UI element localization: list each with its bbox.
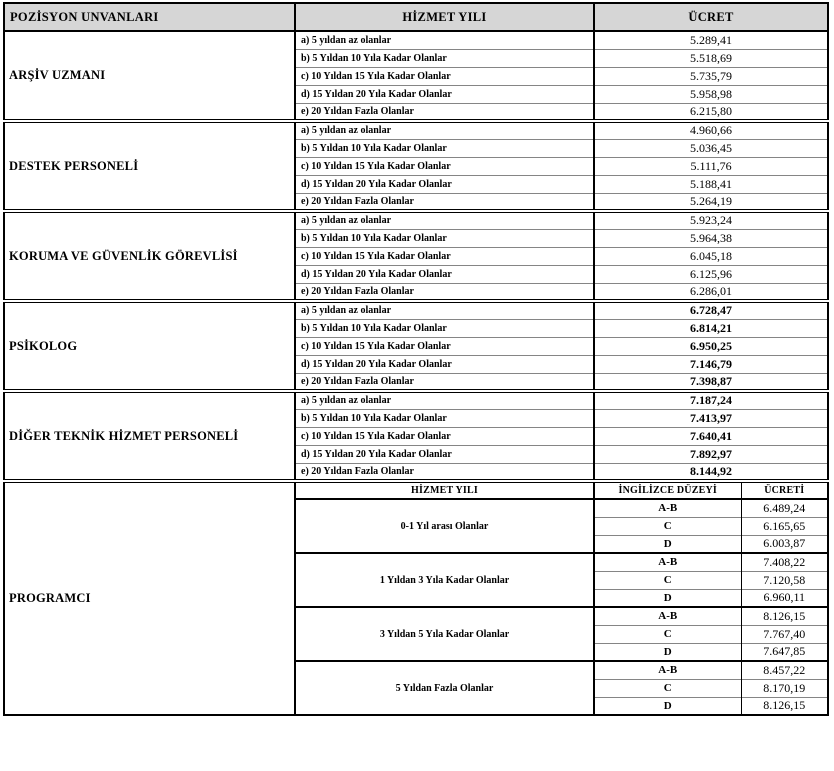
service-label: b) 5 Yıldan 10 Yıla Kadar Olanlar: [295, 139, 594, 157]
service-label: e) 20 Yıldan Fazla Olanlar: [295, 373, 594, 391]
wage-value: 8.170,19: [741, 679, 828, 697]
subheader-hizmet-yili: HİZMET YILI: [295, 481, 594, 499]
service-period-cell: 3 Yıldan 5 Yıla Kadar Olanlar: [295, 607, 594, 661]
service-label: c) 10 Yıldan 15 Yıla Kadar Olanlar: [295, 247, 594, 265]
english-level: D: [594, 535, 741, 553]
english-level: A-B: [594, 499, 741, 517]
service-label: b) 5 Yıldan 10 Yıla Kadar Olanlar: [295, 49, 594, 67]
english-level: D: [594, 589, 741, 607]
service-label: c) 10 Yıldan 15 Yıla Kadar Olanlar: [295, 157, 594, 175]
wage-value: 7.413,97: [594, 409, 828, 427]
wage-value: 5.111,76: [594, 157, 828, 175]
wage-value: 4.960,66: [594, 121, 828, 139]
wage-value: 8.457,22: [741, 661, 828, 679]
wage-value: 6.286,01: [594, 283, 828, 301]
wage-value: 5.735,79: [594, 67, 828, 85]
wage-value: 7.767,40: [741, 625, 828, 643]
wage-value: 5.923,24: [594, 211, 828, 229]
table-row: [4, 391, 828, 409]
service-label: d) 15 Yıldan 20 Yıla Kadar Olanlar: [295, 175, 594, 193]
wage-value: 5.518,69: [594, 49, 828, 67]
service-label: e) 20 Yıldan Fazla Olanlar: [295, 463, 594, 481]
english-level: A-B: [594, 661, 741, 679]
wage-value: 5.188,41: [594, 175, 828, 193]
wage-value: 6.814,21: [594, 319, 828, 337]
table-row: [4, 31, 828, 49]
wage-table: [3, 2, 829, 716]
service-label: b) 5 Yıldan 10 Yıla Kadar Olanlar: [295, 319, 594, 337]
wage-value: 5.964,38: [594, 229, 828, 247]
wage-value: 5.036,45: [594, 139, 828, 157]
table-row: [4, 301, 828, 319]
service-label: c) 10 Yıldan 15 Yıla Kadar Olanlar: [295, 67, 594, 85]
position-cell: PSİKOLOG: [4, 301, 295, 391]
service-label: a) 5 yıldan az olanlar: [295, 391, 594, 409]
english-level: A-B: [594, 607, 741, 625]
wage-value: 8.126,15: [741, 697, 828, 715]
service-label: a) 5 yıldan az olanlar: [295, 121, 594, 139]
wage-value: 8.144,92: [594, 463, 828, 481]
wage-value: 6.728,47: [594, 301, 828, 319]
position-cell: ARŞİV UZMANI: [4, 31, 295, 121]
service-label: e) 20 Yıldan Fazla Olanlar: [295, 193, 594, 211]
wage-value: 6.215,80: [594, 103, 828, 121]
wage-value: 5.958,98: [594, 85, 828, 103]
service-label: b) 5 Yıldan 10 Yıla Kadar Olanlar: [295, 409, 594, 427]
service-label: e) 20 Yıldan Fazla Olanlar: [295, 103, 594, 121]
table-row: [4, 121, 828, 139]
wage-value: 7.187,24: [594, 391, 828, 409]
header-pozisyon-unvanlari: POZİSYON UNVANLARI: [4, 3, 295, 31]
table-row: [4, 481, 828, 499]
wage-value: 7.146,79: [594, 355, 828, 373]
wage-value: 5.264,19: [594, 193, 828, 211]
position-cell: KORUMA VE GÜVENLİK GÖREVLİSİ: [4, 211, 295, 301]
service-label: a) 5 yıldan az olanlar: [295, 31, 594, 49]
service-label: c) 10 Yıldan 15 Yıla Kadar Olanlar: [295, 427, 594, 445]
english-level: C: [594, 625, 741, 643]
service-label: d) 15 Yıldan 20 Yıla Kadar Olanlar: [295, 265, 594, 283]
english-level: D: [594, 643, 741, 661]
service-label: a) 5 yıldan az olanlar: [295, 211, 594, 229]
service-label: a) 5 yıldan az olanlar: [295, 301, 594, 319]
header-ucret: ÜCRET: [594, 3, 828, 31]
subheader-ingilizce-duzeyi: İNGİLİZCE DÜZEYİ: [594, 481, 741, 499]
position-cell: DİĞER TEKNİK HİZMET PERSONELİ: [4, 391, 295, 481]
english-level: A-B: [594, 553, 741, 571]
service-period-cell: 0-1 Yıl arası Olanlar: [295, 499, 594, 553]
wage-value: 6.489,24: [741, 499, 828, 517]
service-label: b) 5 Yıldan 10 Yıla Kadar Olanlar: [295, 229, 594, 247]
wage-value: 6.950,25: [594, 337, 828, 355]
wage-value: 7.640,41: [594, 427, 828, 445]
wage-value: 6.045,18: [594, 247, 828, 265]
service-period-cell: 5 Yıldan Fazla Olanlar: [295, 661, 594, 715]
wage-value: 7.647,85: [741, 643, 828, 661]
wage-value: 6.125,96: [594, 265, 828, 283]
wage-value: 5.289,41: [690, 32, 732, 47]
english-level: D: [594, 697, 741, 715]
wage-value: 8.126,15: [741, 607, 828, 625]
wage-value: 7.398,87: [594, 373, 828, 391]
wage-value: 7.892,97: [594, 445, 828, 463]
position-cell: PROGRAMCI: [4, 481, 295, 715]
english-level: C: [594, 571, 741, 589]
table-header-row: [4, 3, 828, 31]
service-label: e) 20 Yıldan Fazla Olanlar: [295, 283, 594, 301]
service-label: d) 15 Yıldan 20 Yıla Kadar Olanlar: [295, 355, 594, 373]
table-row: [4, 211, 828, 229]
service-period-cell: 1 Yıldan 3 Yıla Kadar Olanlar: [295, 553, 594, 607]
header-hizmet-yili: HİZMET YILI: [295, 3, 594, 31]
wage-value: 6.960,11: [741, 589, 828, 607]
service-label: c) 10 Yıldan 15 Yıla Kadar Olanlar: [295, 337, 594, 355]
wage-value: 6.165,65: [741, 517, 828, 535]
service-label: d) 15 Yıldan 20 Yıla Kadar Olanlar: [295, 85, 594, 103]
wage-value: 7.120,58: [741, 571, 828, 589]
position-cell: DESTEK PERSONELİ: [4, 121, 295, 211]
english-level: C: [594, 517, 741, 535]
english-level: C: [594, 679, 741, 697]
wage-value: 7.408,22: [741, 553, 828, 571]
service-label: d) 15 Yıldan 20 Yıla Kadar Olanlar: [295, 445, 594, 463]
wage-value: 6.003,87: [741, 535, 828, 553]
subheader-ucreti: ÜCRETİ: [741, 481, 828, 499]
